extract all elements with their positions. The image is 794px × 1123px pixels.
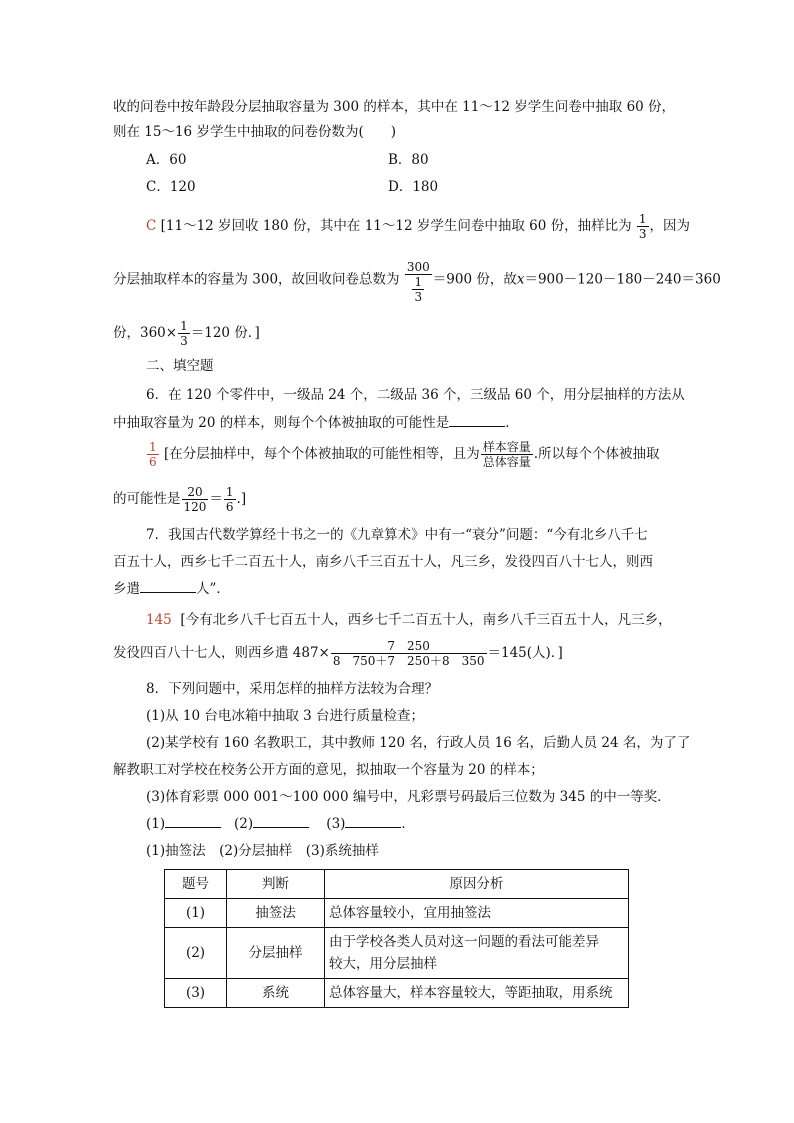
q5-solution-text-3b: ＝120 份．] (190, 325, 260, 341)
q6-line-2-end: ． (505, 415, 519, 431)
row-1-number: (1) (165, 899, 227, 928)
q6-fraction-1-6 (224, 485, 236, 514)
fraction-denominator: 总体容量 (482, 455, 531, 469)
fraction-numerator: 样本容量 (482, 440, 531, 454)
fraction-denominator: 120 (183, 500, 207, 514)
table-row (165, 928, 629, 979)
q7-solution-text-2a: 发役四百八十七人，则西乡遣 487× (113, 645, 330, 661)
q8-blank-1-label: (1) (146, 816, 166, 832)
q8-blank-1[interactable] (165, 815, 221, 828)
q6-solution-line-2 (113, 485, 246, 514)
q5-solution-text-2a: 分层抽取样本的容量为 300，故回收问卷总数为 (113, 271, 400, 288)
q5-option-a: A．60 (146, 152, 187, 168)
q7-solution-line-1 (146, 611, 672, 629)
q5-line-1: 收的问卷中按年龄段分层抽取容量为 300 的样本，其中在 11～12 岁学生问卷中抽取 60 份， (113, 99, 676, 115)
fraction-denominator: 6 (149, 455, 157, 469)
fraction-numerator: 1 (225, 485, 234, 499)
q5-solution-text-1-end: ，因为 (649, 218, 691, 234)
q6-solution-text-1b: .所以每个个体被抽取 (533, 446, 660, 462)
fraction-denominator: 3 (414, 290, 423, 304)
q7-line-3a: 乡遣 (113, 581, 140, 597)
q7-solution-text-2b: ＝145(人)．] (487, 645, 563, 661)
q5-answer-letter: C (146, 218, 157, 234)
table-row (165, 979, 629, 1008)
q7-line-3 (113, 580, 230, 598)
q6-fraction-20-120 (182, 485, 209, 514)
fraction-denominator: 8 750＋7 250＋8 350 (332, 654, 485, 668)
q5-solution-line-1 (146, 212, 690, 241)
row-2-reason-line-2: 较大，用分层抽样 (329, 956, 437, 972)
q6-solution-text-2a: 的可能性是 (113, 491, 181, 507)
fraction-numerator: 1 (414, 275, 423, 289)
q7-answer: 145 (146, 612, 172, 628)
q5-fraction-300-over-third (405, 260, 432, 304)
q6-answer-fraction (147, 440, 159, 469)
variable-x: x (516, 271, 525, 288)
q6-line-2-text: 中抽取容量为 20 的样本，则每个个体被抽取的可能性是 (113, 415, 450, 431)
q5-solution-text-2b: ＝900 份，故 (432, 271, 517, 288)
header-question-number: 题号 (165, 870, 227, 899)
q6-solution-text-2b: .] (236, 491, 247, 507)
q8-blank-3[interactable] (345, 815, 401, 828)
q7-ratio-fraction (331, 639, 487, 668)
row-1-reason: 总体容量较小，宜用抽签法 (325, 899, 629, 928)
fraction-denominator: 3 (180, 334, 188, 348)
q8-blank-2[interactable] (253, 815, 309, 828)
fraction-denominator: 6 (225, 500, 234, 514)
q6-answer-blank[interactable] (449, 414, 505, 427)
q8-answer-line: (1)抽签法 (2)分层抽样 (3)系统抽样 (146, 843, 379, 859)
q7-solution-line-2 (113, 639, 563, 668)
q7-line-1: 7．我国古代数学算经十书之一的《九章算术》中有一“衰分”问题：“今有北乡八千七 (146, 527, 648, 543)
q5-solution-text-2c: ＝900－120－180－240＝360 (524, 271, 721, 288)
q8-item-3: (3)体育彩票 000 001～100 000 编号中，凡彩票号码最后三位数为 345 的中一等奖． (146, 789, 671, 805)
q5-option-d: D．180 (388, 179, 439, 195)
row-3-reason: 总体容量大，样本容量较大，等距抽取，用系统 (325, 979, 629, 1008)
q5-line-2: 则在 15～16 岁学生中抽取的问卷份数为( ) (113, 124, 396, 140)
row-3-number: (3) (165, 979, 227, 1008)
fraction-numerator: 1 (638, 212, 647, 226)
q5-solution-text-1: [11～12 岁回收 180 份，其中在 11～12 岁学生问卷中抽取 60 份，抽样比为 (160, 218, 632, 234)
fraction-numerator: 300 (406, 260, 430, 274)
q8-item-1: (1)从 10 台电冰箱中抽取 3 台进行质量检查； (146, 708, 425, 724)
q5-solution-line-3 (113, 319, 260, 348)
q8-blank-3-label: (3) (326, 816, 346, 832)
q7-answer-blank[interactable] (140, 580, 196, 593)
q5-solution-text-3a: 份，360× (113, 325, 178, 341)
row-3-judgement: 系统 (227, 979, 325, 1008)
fraction-denominator (405, 275, 432, 304)
q6-line-2 (113, 414, 519, 432)
q6-sample-over-population-fraction (481, 440, 533, 469)
q5-fraction-1-3 (637, 212, 649, 241)
fraction-denominator: 3 (638, 227, 647, 241)
q5-option-b: B．80 (388, 152, 429, 168)
q5-solution-line-2 (113, 258, 721, 302)
q8-analysis-table (164, 869, 629, 1008)
row-2-reason-line-1: 由于学校各类人员对这一问题的看法可能差异 (329, 934, 599, 950)
fraction-numerator: 1 (180, 319, 188, 333)
q6-line-1: 6．在 120 个零件中，一级品 24 个，二级品 36 个，三级品 60 个，用分层抽样的方法从 (146, 387, 685, 403)
fraction-numerator: 20 (182, 485, 209, 500)
row-2-reason (325, 928, 629, 979)
row-1-judgement: 抽签法 (227, 899, 325, 928)
q8-title: 8．下列问题中，采用怎样的抽样方法较为合理？ (146, 681, 439, 697)
q5-option-c: C．120 (146, 179, 196, 195)
q6-solution-line-1 (146, 440, 660, 469)
q6-solution-text-1a: [在分层抽样中，每个个体被抽取的可能性相等，且为 (163, 446, 480, 462)
section-title-fill-in: 二、填空题 (146, 358, 214, 374)
table-row (165, 899, 629, 928)
q8-blank-end: ． (401, 816, 415, 832)
row-2-judgement: 分层抽样 (227, 928, 325, 979)
table-header-row (165, 870, 629, 899)
row-2-number: (2) (165, 928, 227, 979)
q7-line-3b: 人”． (196, 581, 230, 597)
q8-item-2-line-2: 解教职工对学校在校务公开方面的意见，拟抽取一个容量为 20 的样本； (113, 762, 544, 778)
q8-item-2-line-1: (2)某学校有 160 名教职工，其中教师 120 名，行政人员 16 名，后勤人员 24 名，为了了 (146, 735, 691, 751)
q7-solution-text-1: [今有北乡八千七百五十人，西乡七千二百五十人，南乡八千三百五十人，凡三乡， (180, 612, 672, 628)
header-reason: 原因分析 (325, 870, 629, 899)
q6-equals: ＝ (209, 491, 223, 507)
q5-nested-fraction (412, 275, 424, 304)
fraction-numerator: 7 250 (331, 639, 487, 654)
q8-blank-2-label: (2) (234, 816, 254, 832)
q7-line-2: 百五十人，西乡七千二百五十人，南乡八千三百五十人，凡三乡，发役四百八十七人，则西 (113, 554, 653, 570)
q8-blanks-line (146, 815, 415, 833)
q5-fraction-1-3b (178, 319, 190, 348)
header-judgement: 判断 (227, 870, 325, 899)
fraction-numerator: 1 (149, 440, 157, 454)
